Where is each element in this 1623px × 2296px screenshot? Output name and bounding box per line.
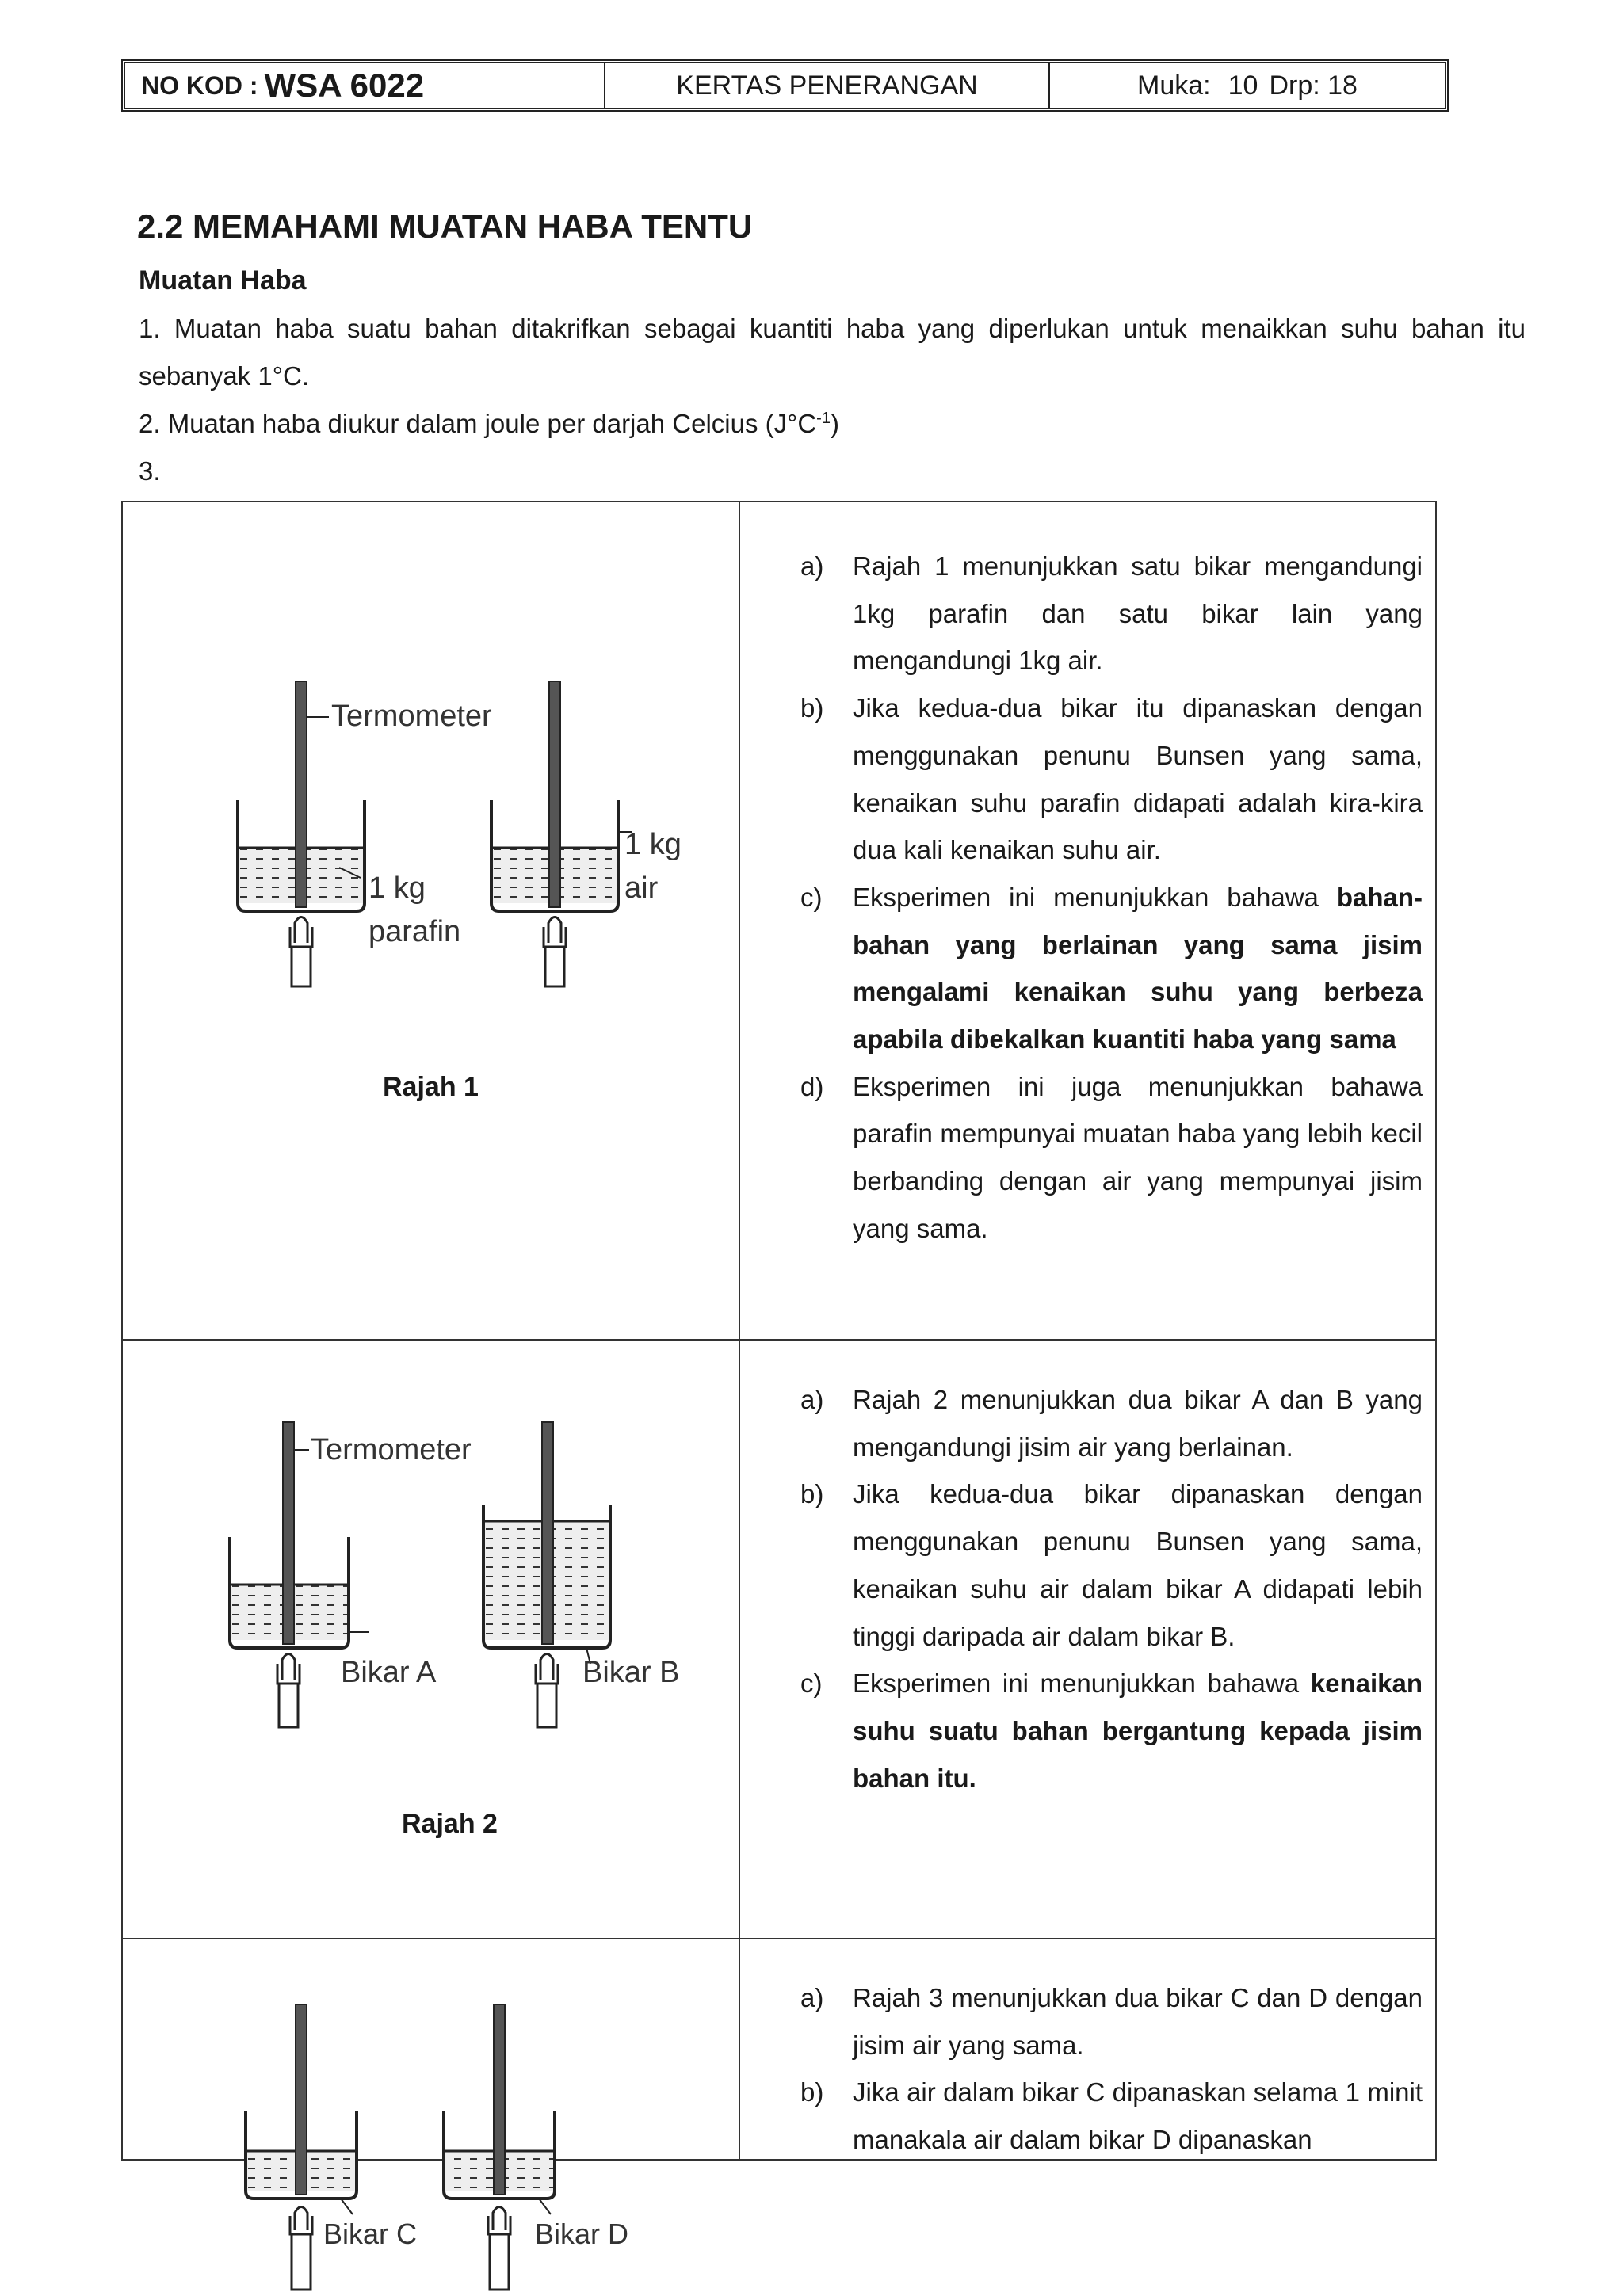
bunsen-burner-icon: [277, 1654, 300, 1728]
list-item: [800, 1376, 1423, 1470]
doc-type-cell: [605, 63, 1050, 108]
list-marker: a): [800, 1983, 824, 2012]
page-label: Muka:: [1137, 70, 1211, 101]
page-total: Drp: 18: [1269, 70, 1358, 101]
list-text: Jika kedua-dua bikar itu dipanaskan dengan menggunakan penunu Bunsen yang sama, kenaikan suhu parafin didapati adalah kira-kira dua kali kenaikan suhu air.: [853, 693, 1423, 865]
code-value: WSA 6022: [264, 67, 425, 104]
paraffin-mass-label: 1 kg: [369, 871, 426, 905]
list-item: [800, 1063, 1423, 1253]
rajah-1-diagram: [222, 673, 697, 990]
list-marker: c): [800, 1669, 823, 1699]
paraffin-label: parafin: [369, 915, 461, 948]
list-item: [800, 1470, 1423, 1660]
table-row-divider: [121, 1938, 1437, 1939]
code-label: NO KOD :: [141, 71, 258, 100]
paragraph-3: 3.: [139, 456, 161, 486]
list-marker: a): [800, 1385, 824, 1414]
unit-exponent: -1: [816, 410, 831, 427]
thermometer-icon: [296, 2004, 307, 2195]
rajah-1-caption: Rajah 1: [383, 1072, 479, 1102]
water-mass-label: 1 kg: [624, 828, 682, 861]
bunsen-burner-icon: [290, 917, 312, 987]
list-marker: d): [800, 1071, 824, 1101]
rajah-2-diagram: [214, 1410, 705, 1743]
list-item: [800, 1974, 1423, 2069]
list-item: [800, 685, 1423, 874]
thermometer-label: Termometer: [331, 700, 492, 733]
thermometer-icon: [296, 681, 307, 907]
list-text: [853, 874, 1423, 1063]
bunsen-burner-icon: [290, 2207, 312, 2290]
doc-type: KERTAS PENERANGAN: [676, 70, 978, 101]
paragraph-2-close: ): [830, 409, 839, 438]
list-marker: b): [800, 1479, 824, 1509]
table-column-divider: [739, 501, 740, 2161]
rajah-2-caption: Rajah 2: [402, 1809, 498, 1839]
list-item: [800, 2069, 1423, 2163]
rajah-3-explanation: [800, 1974, 1423, 2164]
page-cell: [1050, 63, 1445, 108]
thermometer-icon: [494, 2004, 505, 2195]
section-title: 2.2 MEMAHAMI MUATAN HABA TENTU: [137, 208, 753, 245]
list-text: Rajah 2 menunjukkan dua bikar A dan B yang mengandungi jisim air yang berlainan.: [853, 1385, 1423, 1462]
list-text-plain: Eksperimen ini menunjukkan bahawa: [853, 882, 1337, 912]
list-text: Eksperimen ini juga menunjukkan bahawa parafin mempunyai muatan haba yang lebih kecil berbanding dengan air yang mempunyai jisim yang sama.: [853, 1071, 1423, 1243]
rajah-2-explanation: [800, 1376, 1423, 1802]
list-item: [800, 1660, 1423, 1802]
thermometer-icon: [542, 1422, 553, 1644]
list-marker: b): [800, 693, 824, 723]
paragraph-2-text: 2. Muatan haba diukur dalam joule per darjah Celcius (J°C: [139, 409, 817, 438]
list-marker: b): [800, 2077, 824, 2107]
rajah-1-explanation: [800, 543, 1423, 1253]
code-cell: [125, 63, 605, 108]
list-text: [853, 1660, 1423, 1802]
bunsen-burner-icon: [536, 1654, 558, 1728]
list-text: Jika air dalam bikar C dipanaskan selama 1 minit manakala air dalam bikar D dipanaskan: [853, 2077, 1423, 2155]
rajah-3-diagram: [230, 1993, 674, 2294]
bunsen-burner-icon: [544, 917, 566, 987]
list-text-emphasis: bahan-bahan yang berlainan yang sama jisim mengalami kenaikan suhu yang berbeza apabila dibekalkan kuantiti haba yang sama: [853, 882, 1423, 1055]
list-item: [800, 543, 1423, 685]
thermometer-label: Termometer: [311, 1433, 472, 1466]
beaker-b-label: Bikar B: [582, 1656, 680, 1689]
thermometer-icon: [549, 681, 560, 907]
water-label: air: [624, 871, 659, 905]
list-text-emphasis: kenaikan suhu suatu bahan bergantung kepada jisim bahan itu.: [853, 1669, 1423, 1793]
document-header: [121, 59, 1449, 112]
paragraph-2: [139, 400, 1526, 448]
paragraph-1: 1. Muatan haba suatu bahan ditakrifkan sebagai kuantiti haba yang diperlukan untuk menaikkan suhu bahan itu sebanyak 1°C.: [139, 314, 1526, 391]
list-text: Jika kedua-dua bikar dipanaskan dengan menggunakan penunu Bunsen yang sama, kenaikan suhu air dalam bikar A didapati lebih tinggi daripada air dalam bikar B.: [853, 1479, 1423, 1651]
beaker-a-label: Bikar A: [341, 1656, 437, 1689]
beaker-d-label: Bikar D: [535, 2218, 629, 2250]
beaker-c-label: Bikar C: [323, 2218, 418, 2250]
list-marker: c): [800, 882, 823, 912]
table-row-divider: [121, 1339, 1437, 1341]
bunsen-burner-icon: [488, 2207, 510, 2290]
list-text-plain: Eksperimen ini menunjukkan bahawa: [853, 1669, 1311, 1699]
list-text: Rajah 1 menunjukkan satu bikar mengandungi 1kg parafin dan satu bikar lain yang mengandungi 1kg air.: [853, 551, 1423, 676]
list-text: Rajah 3 menunjukkan dua bikar C dan D dengan jisim air yang sama.: [853, 1983, 1423, 2060]
list-item: [800, 874, 1423, 1063]
page-number: 10: [1228, 70, 1258, 101]
list-marker: a): [800, 551, 824, 581]
subheading: Muatan Haba: [139, 265, 307, 296]
thermometer-icon: [283, 1422, 294, 1644]
